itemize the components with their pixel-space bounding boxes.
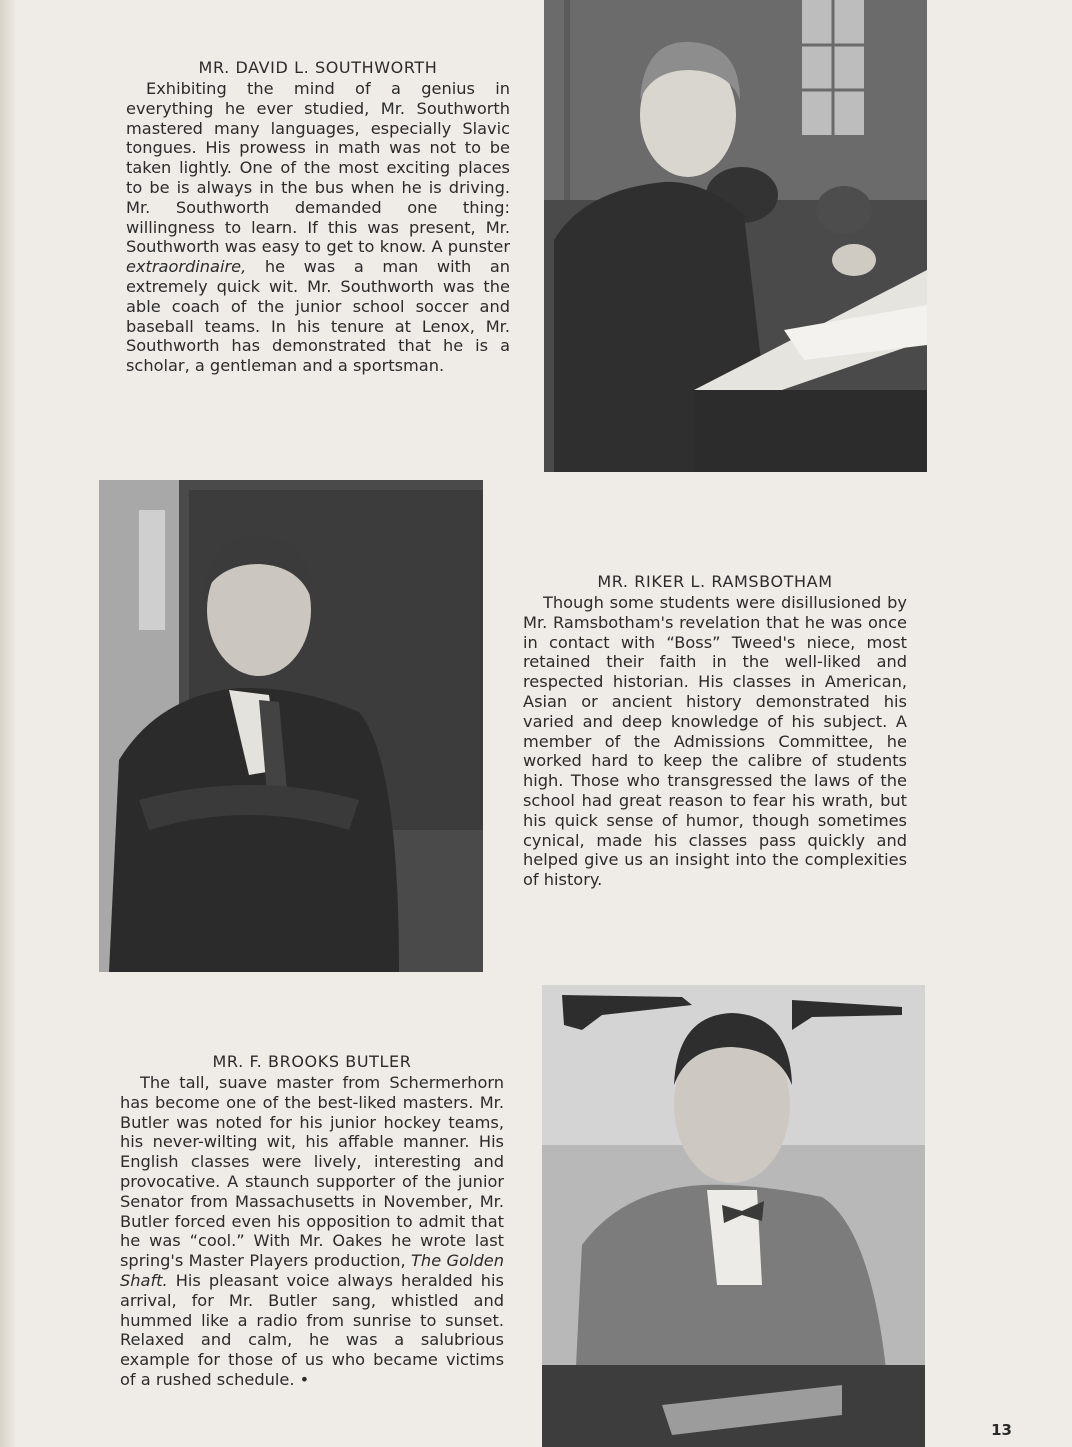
bio-text: The tall, suave master from Schermerhorn has become one of the best-liked masters. Mr. Butler was noted for his junior hockey teams, his never-wilting wit, his affable manner. His English classes were lively, interesting and provocative. A staunch supporter of the junior Senator from Massachusetts in November, Mr. Butler forced even his opposition to admit that he was “cool.” With Mr. Oakes he wrote last spring's Master Players production, The Golden Shaft. His pleasant voice always heralded his arrival, for Mr. Butler sang, whistled and hummed like a radio from sunrise to sunset. Relaxed and calm, he was a salubrious example for those of us who became victims of a rushed schedule. • [120, 1073, 504, 1389]
bio-text: Exhibiting the mind of a genius in everything he ever studied, Mr. Southworth mastered many languages, especially Slavic tongues. His prowess in math was not to be taken lightly. One of the most exciting places to be is always in the bus when he is driving. Mr. Southworth demanded one thing: willingness to learn. If this was present, Mr. Southworth was easy to get to know. A punster extraordinaire, he was a man with an extremely quick wit. Mr. Southworth was the able coach of the junior school soccer and baseball teams. In his tenure at Lenox, Mr. Southworth has demonstrated that he is a scholar, a gentleman and a sportsman. [126, 79, 510, 376]
photo-ramsbotham [99, 480, 483, 972]
photo-butler [542, 985, 925, 1447]
bio-butler [120, 1052, 504, 1390]
page-number: 13 [991, 1421, 1012, 1439]
bio-name: MR. RIKER L. RAMSBOTHAM [597, 572, 833, 591]
bio-southworth [126, 58, 510, 376]
bio-name: MR. F. BROOKS BUTLER [212, 1052, 412, 1071]
bio-name: MR. DAVID L. SOUTHWORTH [198, 58, 438, 77]
page-binding-edge [0, 0, 14, 1447]
bio-text: Though some students were disillusioned by Mr. Ramsbotham's revelation that he was once in contact with “Boss” Tweed's niece, most retained their faith in the well-liked and respected historian. His classes in American, Asian or ancient history demonstrated his varied and deep knowledge of his subject. A member of the Admissions Committee, he worked hard to keep the calibre of students high. Those who transgressed the laws of the school had great reason to fear his wrath, but his quick sense of humor, though sometimes cynical, made his classes pass quickly and helped give us an insight into the complexities of history. [523, 593, 907, 890]
bio-ramsbotham [523, 572, 907, 890]
photo-southworth [544, 0, 927, 472]
